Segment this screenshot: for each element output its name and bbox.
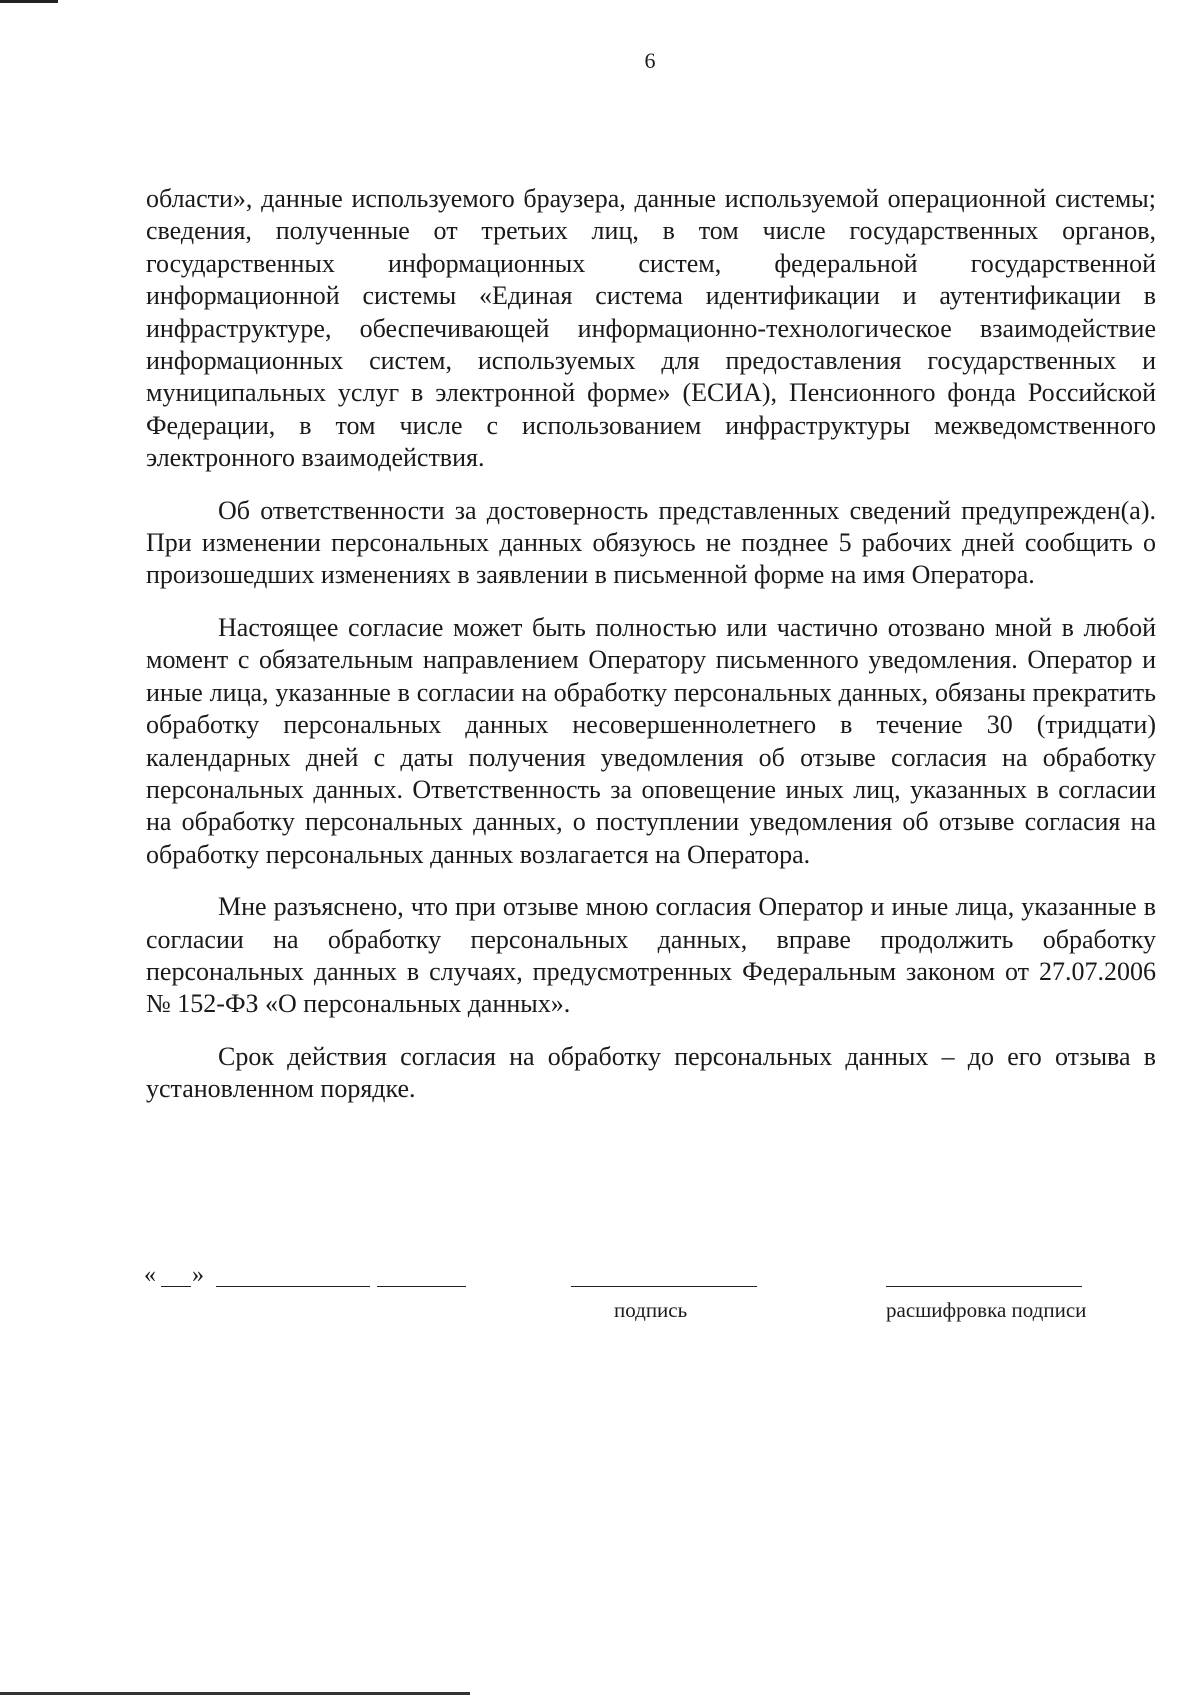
month-blank-line [216, 1286, 370, 1287]
paragraph-validity-term: Срок действия согласия на обработку персональных данных – до его отзыва в установленном порядке. [146, 1041, 1156, 1104]
page-number: 6 [644, 48, 656, 73]
paragraph-responsibility: Об ответственности за достоверность представленных сведений предупрежден(а). При изменении персональных данных обязуюсь не позднее 5 рабочих дней сообщить о произошедших изменениях в заявлении в письменной форме на имя Оператора. [146, 495, 1156, 590]
paragraph-explanation: Мне разъяснено, что при отзыве мною согласия Оператор и иные лица, указанные в согласии на обработку персональных данных, вправе продолжить обработку персональных данных в случаях, предусмотренных Федеральным законом от 27.07.2006 № 152-ФЗ «О персональных данных». [146, 892, 1156, 1019]
signature-section [144, 1262, 1154, 1342]
date-open-quote: « [144, 1262, 156, 1288]
day-blank-line [161, 1286, 191, 1287]
signature-caption: подпись [614, 1298, 688, 1322]
year-blank-line [377, 1286, 466, 1287]
signature-decoding-blank-line [886, 1286, 1082, 1287]
date-field [144, 1262, 464, 1296]
scan-edge-mark-top [0, 0, 58, 3]
paragraph-data-sources: области», данные используемого браузера, данные используемой операционной системы; сведения, полученные от третьих лиц, в том числе государственных органов, государственных информационных систем, федеральной государственной информационной системы «Единая система идентификации и аутентификации в инфраструктуре, обеспечивающей информационно-технологическое взаимодействие информационных систем, используемых для предоставления государственных и муниципальных услуг в электронной форме» (ЕСИА), Пенсионного фонда Российской Федерации, в том числе с использованием инфраструктуры межведомственного электронного взаимодействия. [146, 184, 1156, 473]
signature-blank-line [571, 1286, 757, 1287]
paragraph-withdrawal: Настоящее согласие может быть полностью или частично отозвано мной в любой момент с обязательным направлением Оператору письменного уведомления. Оператор и иные лица, указанные в согласии на обработку персональных данных, обязаны прекратить обработку персональных данных несовершеннолетнего в течение 30 (тридцати) календарных дней с даты получения уведомления об отзыве согласия на обработку персональных данных. Ответственность за оповещение иных лиц, указанных в согласии на обработку персональных данных, о поступлении уведомления об отзыве согласия на обработку персональных данных возлагается на Оператора. [146, 612, 1156, 869]
document-body [146, 183, 1156, 1126]
date-close-quote: » [192, 1262, 204, 1288]
scan-edge-mark-bottom [0, 1692, 470, 1695]
signature-decoding-caption: расшифровка подписи [886, 1298, 1087, 1322]
